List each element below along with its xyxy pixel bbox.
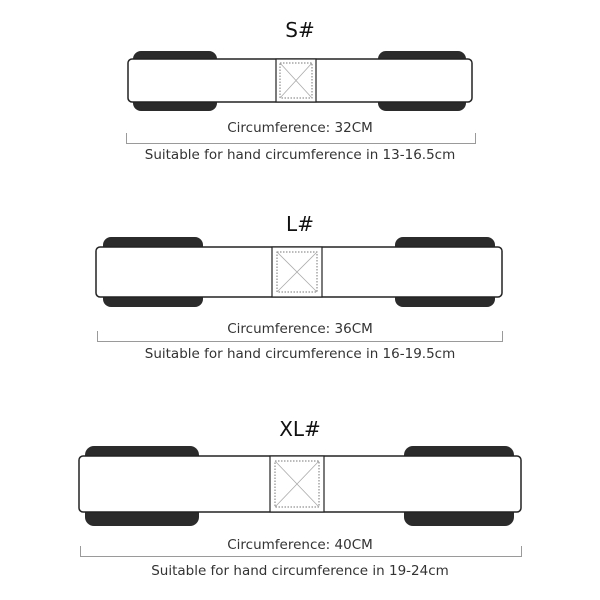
suitable-text-s: Suitable for hand circumference in 13-16.5cm <box>144 147 456 163</box>
circumference-text-l: Circumference: 36CM <box>227 321 373 337</box>
size-label-xl: XL# <box>279 417 321 441</box>
size-block-xl <box>0 400 600 600</box>
circumference-text-s: Circumference: 32CM <box>227 120 373 136</box>
size-label-s: S# <box>285 18 315 42</box>
strap-xl <box>0 440 600 530</box>
strap-s <box>0 45 600 125</box>
size-block-l <box>0 200 600 390</box>
circumference-text-xl: Circumference: 40CM <box>227 537 373 553</box>
size-label-l: L# <box>286 212 314 236</box>
suitable-text-l: Suitable for hand circumference in 16-19.5cm <box>144 346 456 362</box>
suitable-text-xl: Suitable for hand circumference in 19-24cm <box>151 563 449 579</box>
size-block-s <box>0 0 600 190</box>
strap-l <box>0 233 600 313</box>
